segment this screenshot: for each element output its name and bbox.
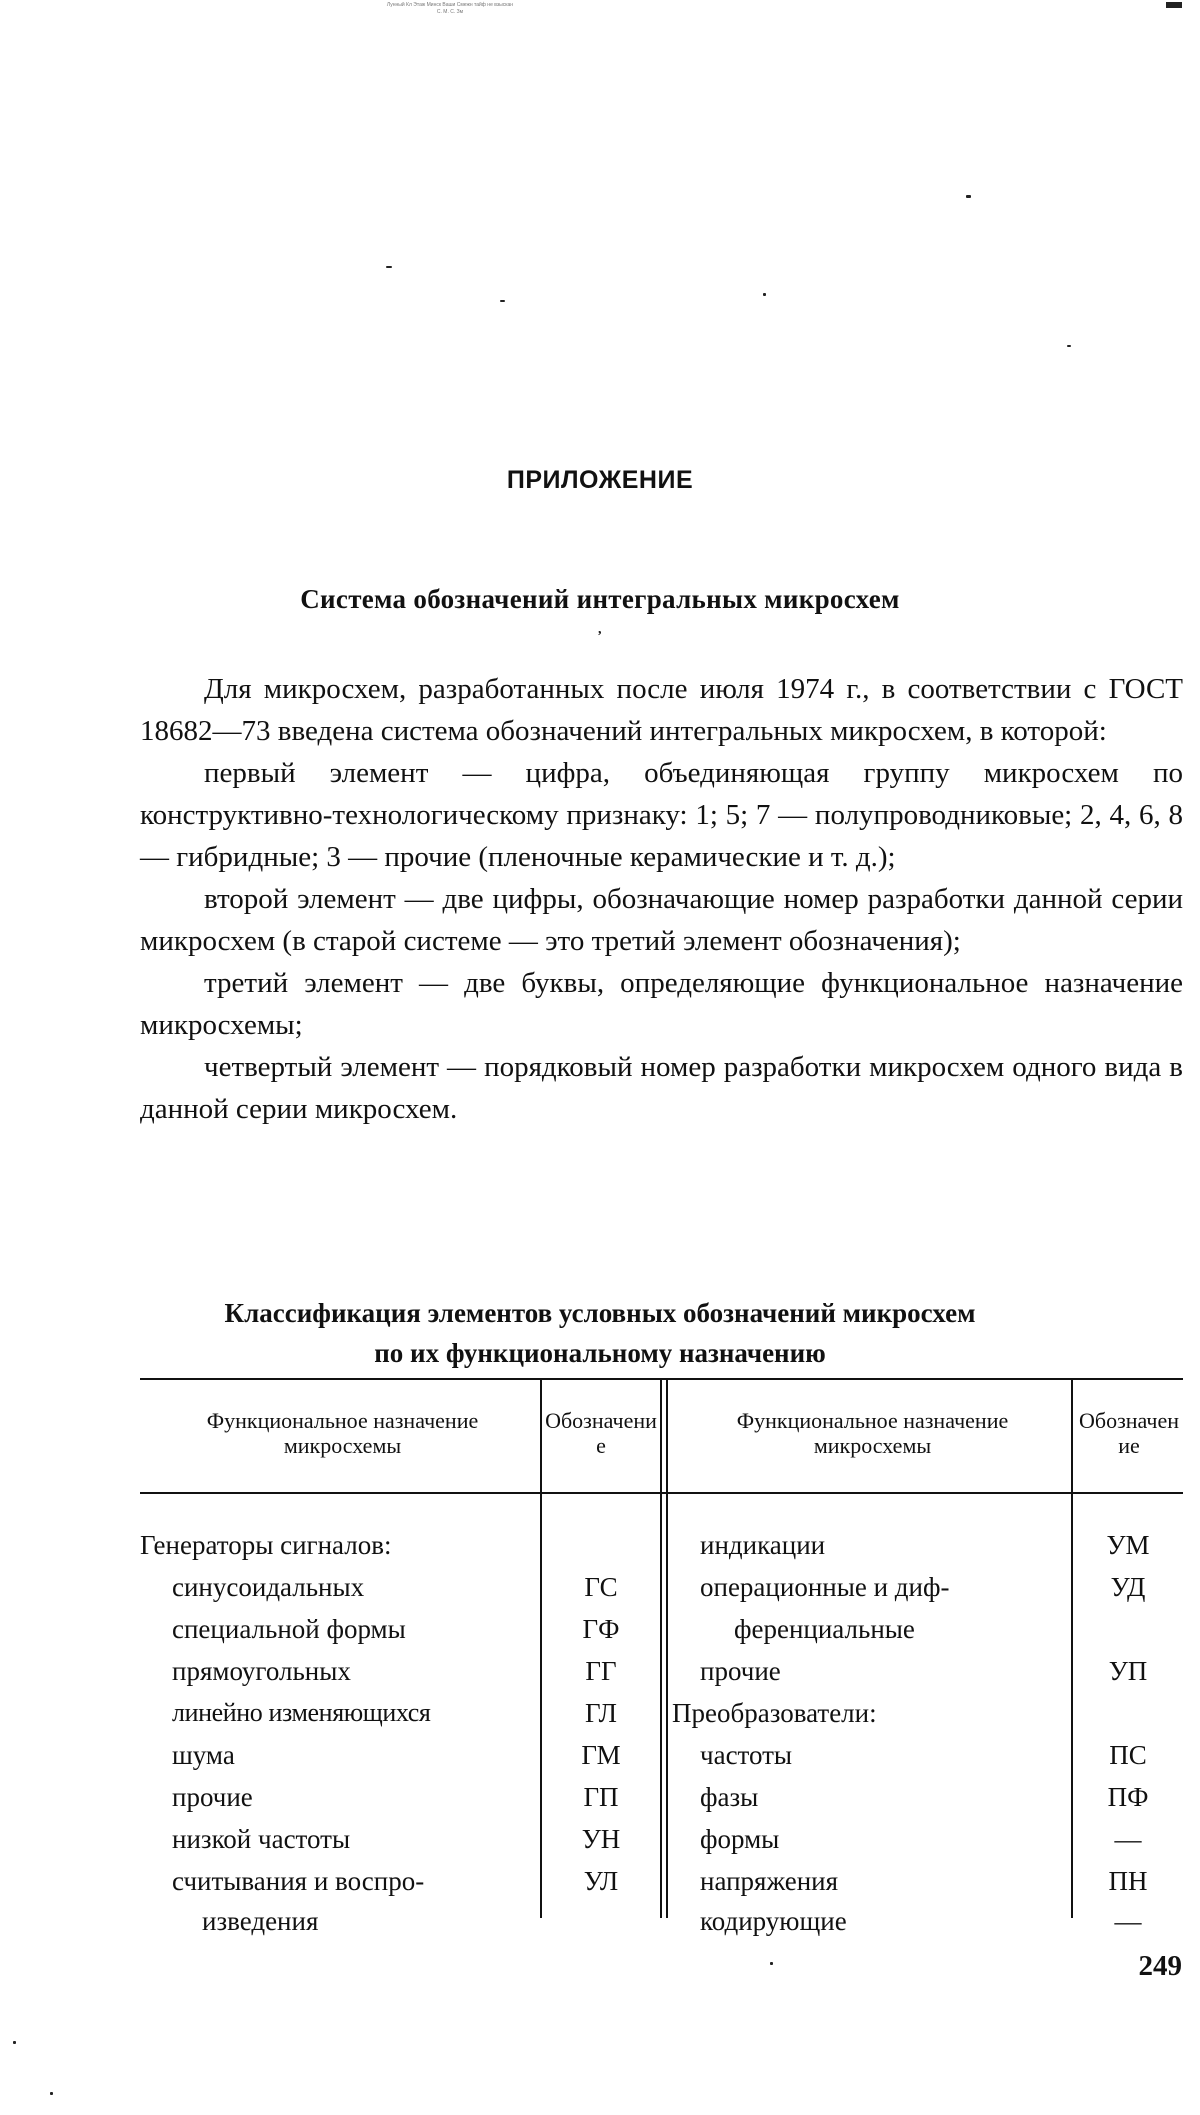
table-row-left-name: считывания и воспро- bbox=[172, 1866, 425, 1896]
table-row-left-code: ГГ bbox=[585, 1656, 617, 1686]
paragraph-first-element: первый элемент — цифра, объединяющая группу микросхем по конструктивно-технологическому признаку: 1; 5; 7 — полупроводниковые; 2, 4, 6, 8 — гибридные; 3 — прочие (пленочные керамические и т. д.); bbox=[140, 757, 1183, 873]
paragraph-third-element: третий элемент — две буквы, определяющие функциональное назначение микросхемы; bbox=[140, 967, 1183, 1041]
table-column-divider bbox=[666, 1378, 668, 1918]
corner-mark bbox=[1166, 2, 1182, 8]
table-row-right-code: ПФ bbox=[1107, 1782, 1149, 1812]
table-row-left-name: синусоидальных bbox=[172, 1572, 365, 1602]
scan-speck bbox=[763, 293, 766, 296]
scan-speck bbox=[966, 195, 971, 198]
table-row-right-name: ференциальные bbox=[734, 1614, 915, 1644]
table-title-line2: по их функциональному назначению bbox=[374, 1338, 826, 1368]
page-header-line1: Лунный Кл Этаж Минск Ваши Смежн тайф не взыскан bbox=[386, 2, 514, 8]
table-row-right-name: кодирующие bbox=[700, 1906, 847, 1936]
table-row-right-name: частоты bbox=[700, 1740, 793, 1770]
table-row-right-name: прочие bbox=[700, 1656, 781, 1686]
section-title-text: Система обозначений интегральных микросхем bbox=[300, 584, 900, 614]
paragraph-intro: Для микросхем, разработанных после июля 1974 г., в соответствии с ГОСТ 18682—73 введена система обозначений интегральных микросхем, в которой: bbox=[140, 673, 1183, 747]
table-row-left-name: прямоугольных bbox=[172, 1656, 351, 1686]
scan-speck bbox=[1067, 345, 1071, 347]
table-header-code-right: Обозначение bbox=[1078, 1408, 1180, 1458]
table-row-right-name: напряжения bbox=[700, 1866, 839, 1896]
table-row-right-code: ПН bbox=[1108, 1866, 1148, 1896]
table-row-left-code: ГС bbox=[584, 1572, 618, 1602]
table-row-left-name: линейно изменяющихся bbox=[172, 1698, 431, 1727]
appendix-title: ПРИЛОЖЕНИЕ bbox=[506, 466, 694, 494]
table-row-right-name: операционные и диф- bbox=[700, 1572, 950, 1602]
scan-speck bbox=[13, 2041, 16, 2044]
body-text bbox=[140, 668, 1183, 1130]
table-row-right-code: УД bbox=[1110, 1572, 1146, 1602]
table-row-left-code: ГМ bbox=[581, 1740, 621, 1770]
scan-mark: , bbox=[598, 622, 602, 637]
table-row-right-code: УП bbox=[1108, 1656, 1148, 1686]
table-header-function-right: Функциональное назначение микросхемы bbox=[736, 1408, 1009, 1458]
table-row-left-name: Генераторы сигналов: bbox=[140, 1530, 392, 1560]
table-row-left-code: УЛ bbox=[583, 1866, 619, 1896]
table-row-right-code: — bbox=[1114, 1906, 1142, 1936]
scan-speck bbox=[386, 266, 392, 268]
table-row-right-name: фазы bbox=[700, 1782, 759, 1812]
scan-speck bbox=[50, 2092, 53, 2095]
table-row-left-name: шума bbox=[172, 1740, 235, 1770]
table-row-right-name: Преобразователи: bbox=[672, 1698, 877, 1728]
page-header bbox=[300, 2, 600, 16]
table-row-right-code: УМ bbox=[1106, 1530, 1150, 1560]
table-row-left-name: низкой частоты bbox=[172, 1824, 351, 1854]
table-row-left-code: ГЛ bbox=[585, 1698, 617, 1728]
paragraph-fourth-element: четвертый элемент — порядковый номер разработки микросхем одного вида в данной серии микросхем. bbox=[140, 1051, 1183, 1125]
table-row-right-code: ПС bbox=[1109, 1740, 1147, 1770]
page-header-line2: С. М. С. Зм bbox=[436, 9, 464, 15]
table-row-left-name: изведения bbox=[202, 1906, 319, 1936]
table-row-left-name: прочие bbox=[172, 1782, 253, 1812]
section-title bbox=[0, 584, 1200, 637]
paragraph-second-element: второй элемент — две цифры, обозначающие номер разработки данной серии микросхем (в старой системе — это третий элемент обозначения); bbox=[140, 883, 1183, 957]
table-row-left-code: ГП bbox=[583, 1782, 619, 1812]
table-header-function-left: Функциональное назначение микросхемы bbox=[206, 1408, 479, 1458]
table-header-code-left: Обозначение bbox=[545, 1408, 657, 1458]
scan-speck bbox=[770, 1962, 773, 1965]
table-row-left-code: УН bbox=[581, 1824, 621, 1854]
table-title bbox=[0, 1293, 1200, 1373]
table-column-divider bbox=[660, 1378, 662, 1918]
table-row-left-name: специальной формы bbox=[172, 1614, 406, 1644]
scan-speck bbox=[500, 300, 505, 302]
table-row-right-code: — bbox=[1114, 1824, 1142, 1854]
table-row-left-code: ГФ bbox=[582, 1614, 620, 1644]
table-title-line1: Классификация элементов условных обозначений микросхем bbox=[224, 1298, 976, 1328]
page-number: 249 bbox=[1138, 1950, 1182, 1982]
table-row-right-name: индикации bbox=[700, 1530, 826, 1560]
table-row-right-name: формы bbox=[700, 1824, 780, 1854]
